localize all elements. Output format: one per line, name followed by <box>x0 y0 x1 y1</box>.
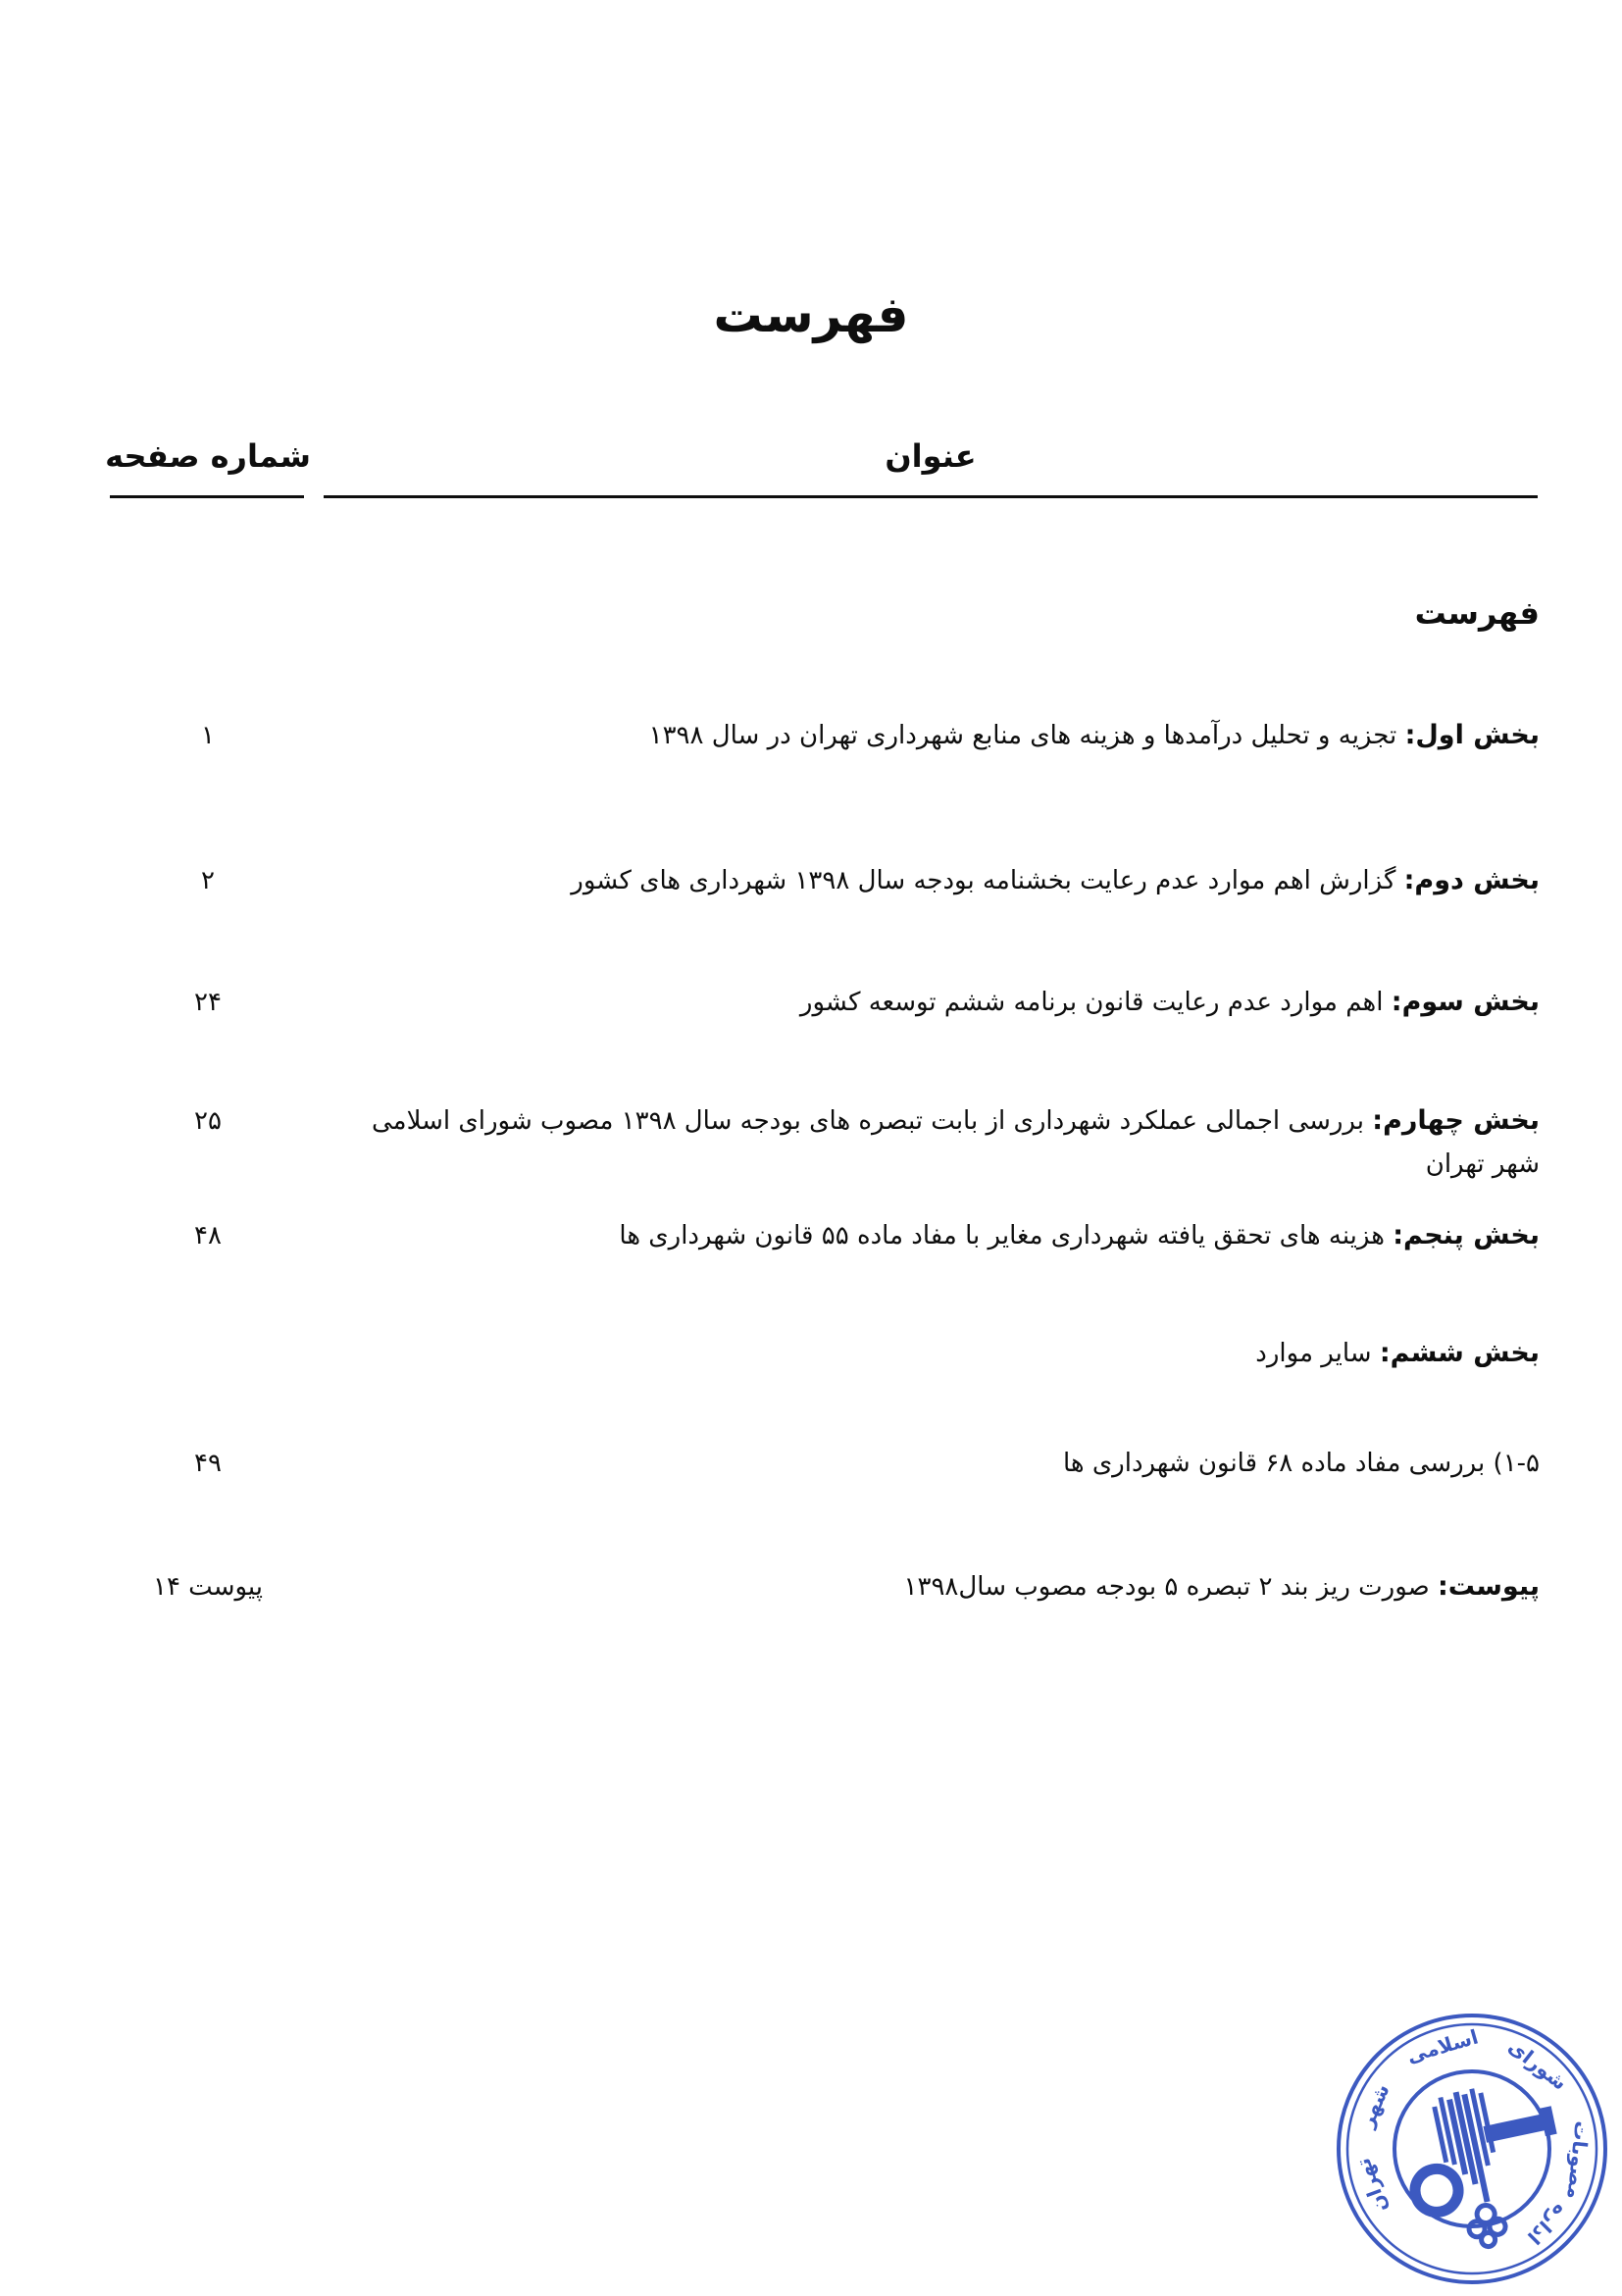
toc-entry-text: اهم موارد عدم رعایت قانون برنامه ششم توسعه کشور <box>799 988 1392 1017</box>
toc-page-number: ۲ <box>201 866 215 895</box>
toc-entry-section-label: بخش پنجم: <box>1393 1220 1540 1250</box>
toc-entry-text: تجزیه و تحلیل درآمدها و هزینه های منابع شهرداری تهران در سال ۱۳۹۸ <box>648 721 1405 750</box>
toc-page-number: ۲۵ <box>194 1106 222 1136</box>
toc-section-heading: فهرست <box>1414 594 1540 632</box>
toc-entry-section-label: بخش سوم: <box>1391 987 1540 1017</box>
stamp-rim-word: مصوبات <box>1562 2119 1595 2201</box>
title-column-rule <box>324 495 1538 498</box>
stamp-rim-word: اسلامی <box>1403 2024 1481 2068</box>
official-stamp <box>1325 2002 1619 2296</box>
toc-entry <box>333 1442 1540 1485</box>
toc-entry <box>333 981 1540 1024</box>
toc-entry-text: گزارش اهم موارد عدم رعایت بخشنامه بودجه سال ۱۳۹۸ شهرداری های کشور <box>571 866 1404 895</box>
toc-entry-text: سایر موارد <box>1255 1339 1380 1368</box>
stamp-rim-word: شهر <box>1354 2080 1394 2131</box>
toc-page-number: ۲۴ <box>194 988 222 1017</box>
toc-page-number: ۴۸ <box>194 1221 222 1250</box>
toc-page-number: ۴۹ <box>194 1449 222 1478</box>
toc-entry <box>333 1099 1540 1186</box>
toc-entry-section-label: بخش ششم: <box>1379 1338 1540 1368</box>
toc-entry-section-label: بخش چهارم: <box>1372 1105 1540 1136</box>
toc-page-number: ۱ <box>201 721 215 750</box>
toc-entry-section-label: پیوست: <box>1437 1571 1540 1602</box>
toc-entry <box>333 1214 1540 1257</box>
toc-entry-text: هزینه های تحقق یافته شهرداری مغایر با مفاد ماده ۵۵ قانون شهرداری ها <box>619 1221 1394 1250</box>
page-number-column-rule <box>110 495 304 498</box>
toc-entry-text: ۱-۵) بررسی مفاد ماده ۶۸ قانون شهرداری ها <box>1062 1449 1540 1478</box>
page-number-column-header: شماره صفحه <box>105 437 311 475</box>
toc-entry <box>333 1565 1540 1608</box>
toc-entry-text: صورت ریز بند ۲ تبصره ۵ بودجه مصوب سال۱۳۹۸ <box>903 1572 1438 1602</box>
toc-entry-text: بررسی اجمالی عملکرد شهرداری از بابت تبصره های بودجه سال ۱۳۹۸ مصوب شورای اسلامی شهر تهران <box>372 1106 1540 1179</box>
title-column-header: عنوان <box>885 437 977 475</box>
toc-entry-section-label: بخش دوم: <box>1403 865 1540 895</box>
stamp-rim-word: شورای <box>1503 2034 1572 2095</box>
page-title: فهرست <box>713 286 909 343</box>
stamp-outer-ring <box>1339 2015 1605 2282</box>
toc-entry-section-label: بخش اول: <box>1404 720 1540 750</box>
stamp-rim-word: اداره <box>1522 2199 1573 2250</box>
toc-entry <box>333 1332 1540 1375</box>
toc-entry <box>333 859 1540 902</box>
stamp-rim-word: تهران <box>1350 2155 1393 2217</box>
toc-page-number: پیوست ۱۴ <box>152 1572 264 1602</box>
toc-entry <box>333 714 1540 757</box>
